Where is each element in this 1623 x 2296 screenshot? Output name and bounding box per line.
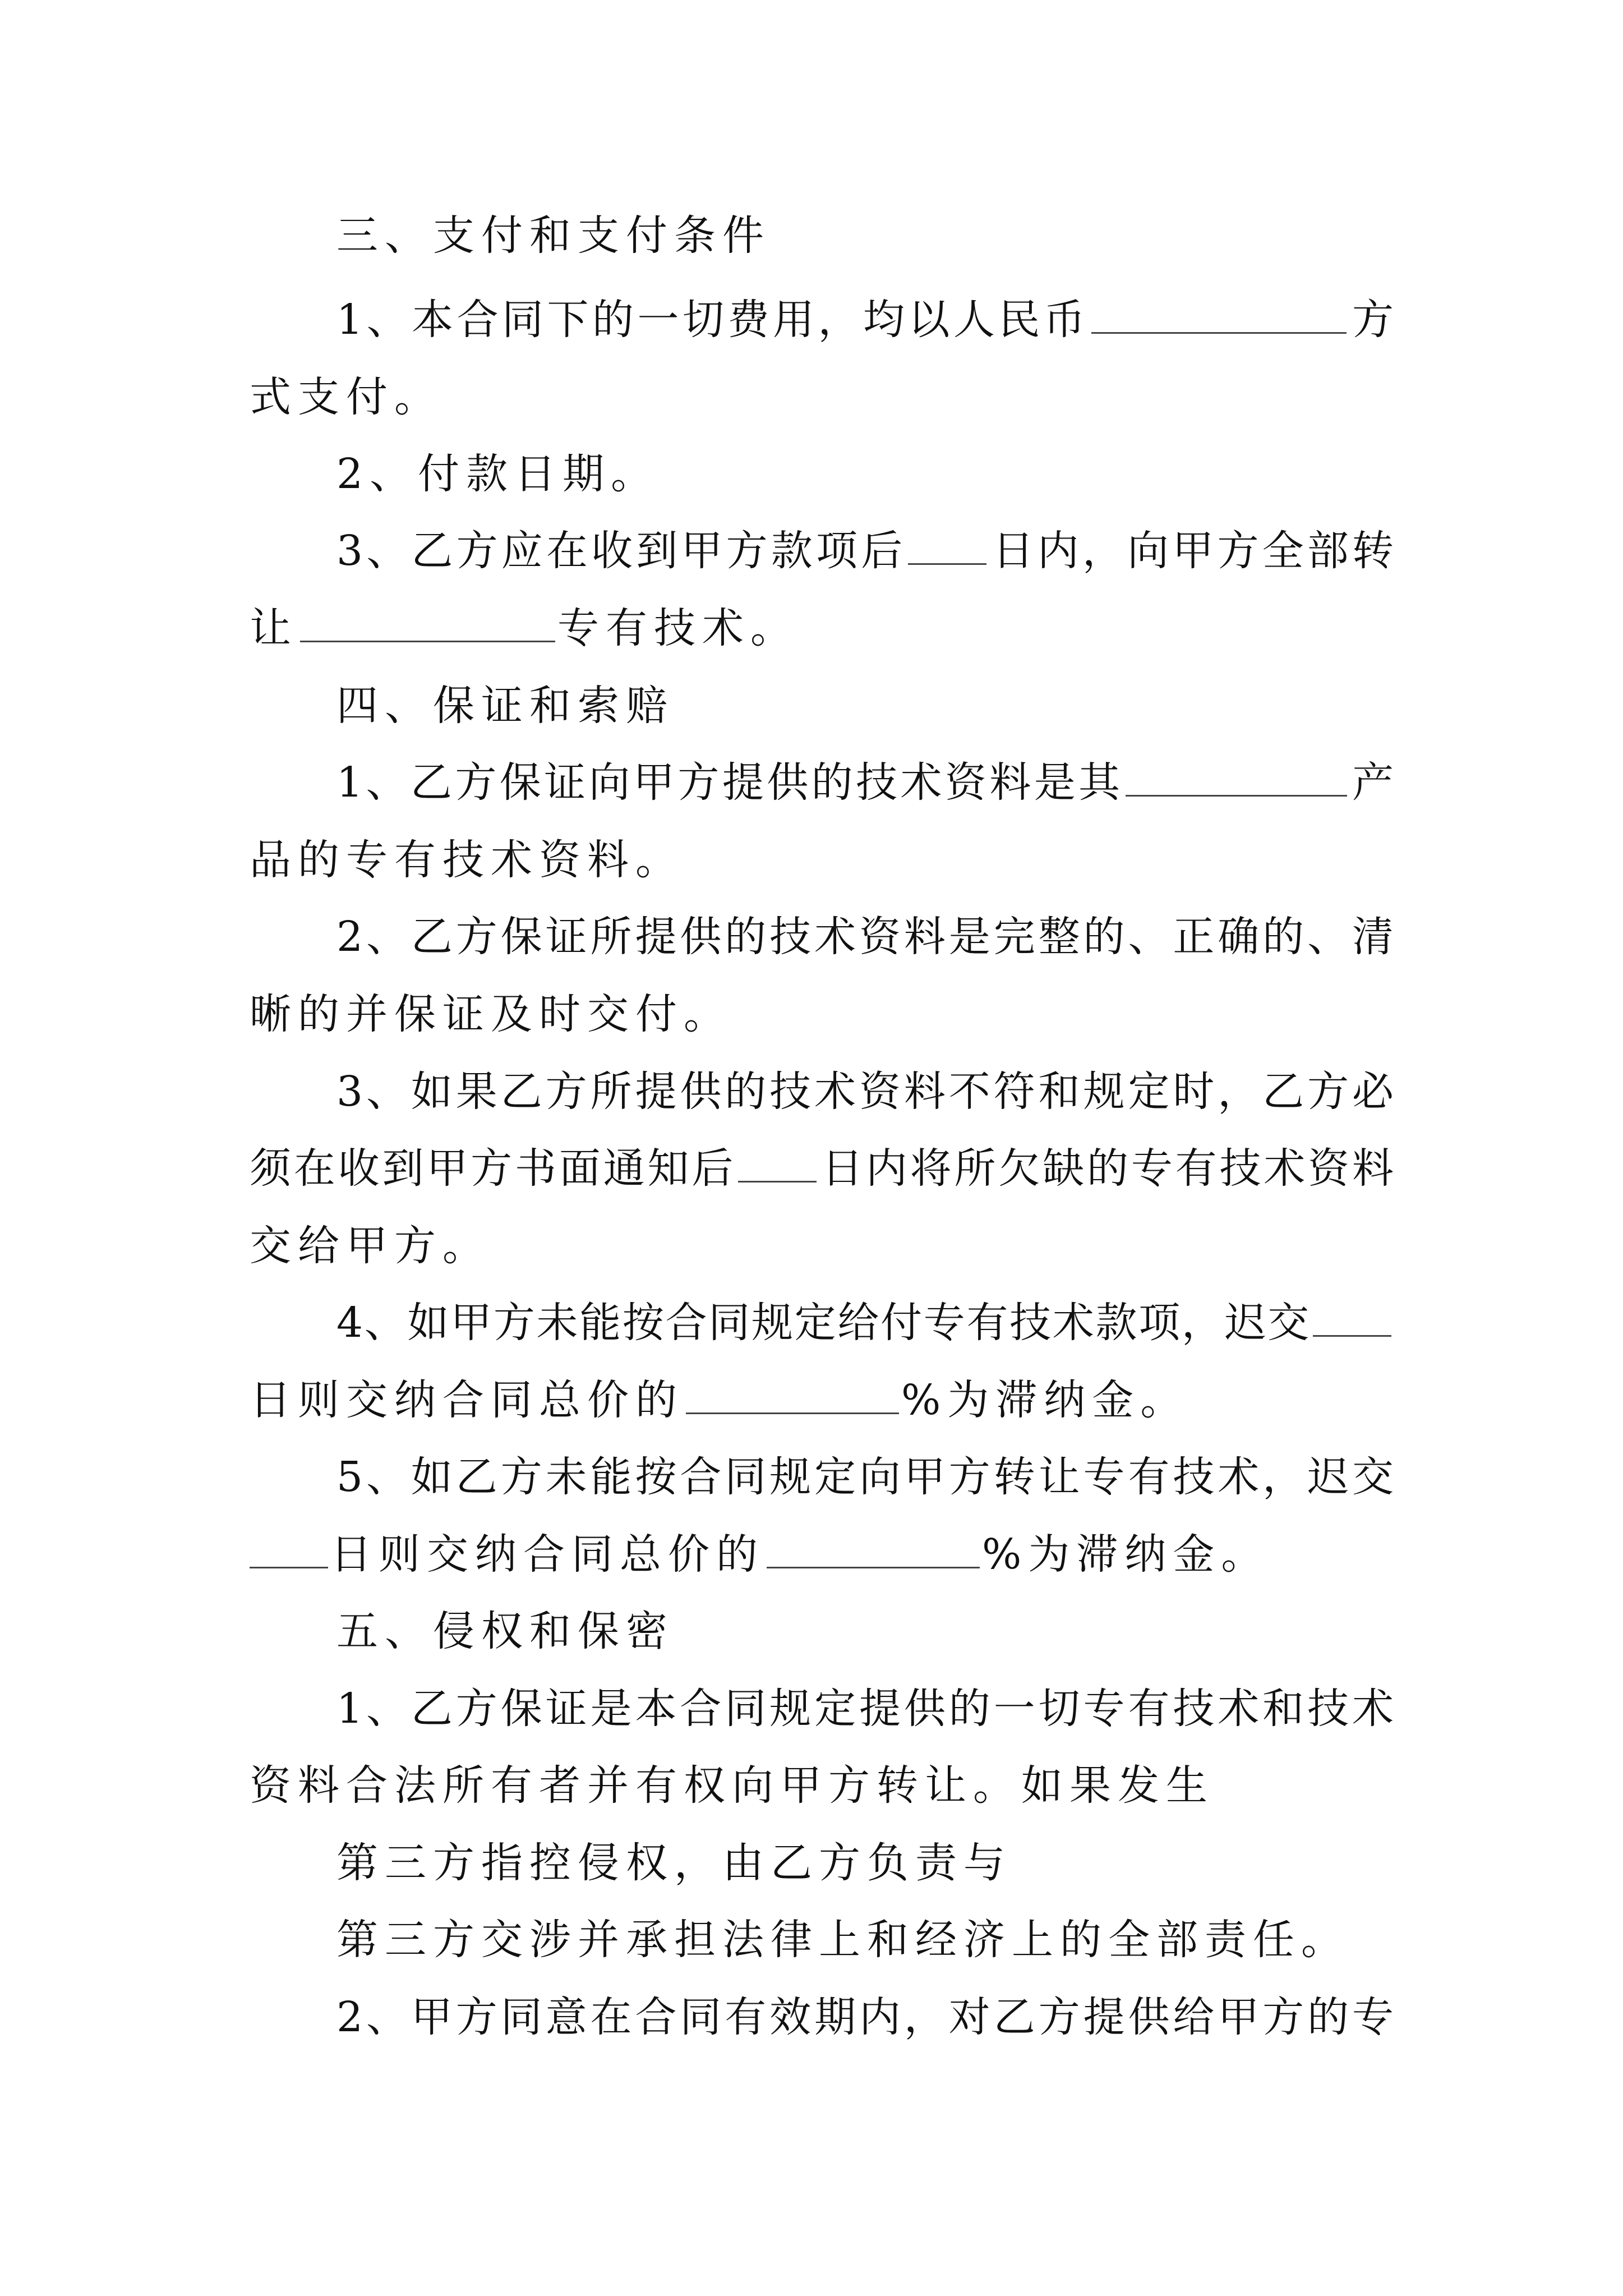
section-5-paragraph-2-line-1 (336, 1989, 1394, 2045)
text: 2、付款日期。 (336, 450, 660, 498)
section-4-paragraph-5-line-1 (336, 1449, 1394, 1505)
text: 晰的并保证及时交付。 (250, 990, 732, 1038)
section-3-paragraph-1-line-2 (250, 369, 1394, 425)
section-4-paragraph-1-line-2 (250, 832, 1394, 888)
text: 日则交纳合同总价的 (250, 1376, 684, 1424)
section-5-paragraph-1-line-1 (336, 1681, 1394, 1737)
fill-in-blank-currency[interactable] (1091, 292, 1347, 334)
text: 5、如乙方未能按合同规定向甲方转让专有技术，迟交 (336, 1453, 1394, 1501)
text: 4、如甲方未能按合同规定给付专有技术款项，迟交 (336, 1299, 1311, 1347)
fill-in-blank-days[interactable] (1313, 1295, 1391, 1337)
section-3-paragraph-1-line-1 (336, 292, 1394, 348)
text: %为滞纳金。 (901, 1376, 1189, 1424)
text: 日内将所欠缺的专有技术资料 (819, 1144, 1394, 1193)
section-5-heading-text: 五、侵权和保密 (336, 1607, 674, 1655)
section-4-paragraph-4-line-1 (336, 1295, 1394, 1351)
text: 1、乙方保证是本合同规定提供的一切专有技术和技术 (336, 1685, 1394, 1733)
section-4-paragraph-1-line-1 (336, 754, 1394, 811)
section-4-paragraph-3-line-1 (336, 1064, 1394, 1120)
section-4-heading (336, 678, 1394, 734)
fill-in-blank-product[interactable] (1126, 754, 1347, 797)
section-4-heading-text: 四、保证和索赔 (336, 682, 674, 730)
text: %为滞纳金。 (982, 1530, 1270, 1579)
text: 第三方交涉并承担法律上和经济上的全部责任。 (336, 1916, 1349, 1964)
fill-in-blank-days[interactable] (250, 1526, 328, 1568)
text: 2、乙方保证所提供的技术资料是完整的、正确的、清 (336, 913, 1394, 961)
fill-in-blank-percent[interactable] (686, 1372, 899, 1414)
text: 方 (1348, 296, 1394, 344)
fill-in-blank-days[interactable] (908, 523, 986, 565)
text: 品的专有技术资料。 (250, 836, 684, 884)
fill-in-blank-technology[interactable] (300, 600, 555, 642)
section-3-heading (336, 208, 1394, 264)
text: 资料合法所有者并有权向甲方转让。如果发生 (250, 1761, 1214, 1810)
text: 1、本合同下的一切费用，均以人民币 (336, 296, 1089, 344)
text: 式支付。 (250, 373, 442, 421)
text: 2、甲方同意在合同有效期内，对乙方提供给甲方的专 (336, 1993, 1394, 2041)
text: 3、乙方应在收到甲方款项后 (336, 527, 906, 575)
fill-in-blank-days[interactable] (738, 1140, 817, 1182)
text: 专有技术。 (557, 604, 799, 652)
section-3-paragraph-3-line-2 (250, 600, 1394, 656)
fill-in-blank-percent[interactable] (767, 1526, 980, 1568)
section-5-paragraph-1-line-2 (250, 1757, 1394, 1814)
section-4-paragraph-4-line-2 (250, 1372, 1394, 1428)
section-5-heading (336, 1603, 1394, 1659)
text: 须在收到甲方书面通知后 (250, 1144, 736, 1193)
section-4-paragraph-3-line-2 (250, 1140, 1394, 1197)
section-4-paragraph-3-line-3 (250, 1218, 1394, 1274)
section-4-paragraph-5-line-2 (250, 1526, 1394, 1582)
section-3-heading-text: 三、支付和支付条件 (336, 211, 771, 260)
text: 日则交纳合同总价的 (330, 1530, 764, 1579)
section-3-paragraph-3-line-1 (336, 523, 1394, 579)
text: 第三方指控侵权，由乙方负责与 (336, 1839, 1012, 1887)
text: 交给甲方。 (250, 1222, 491, 1270)
text: 1、乙方保证向甲方提供的技术资料是其 (336, 758, 1123, 807)
section-5-paragraph-1-line-3 (336, 1835, 1394, 1891)
section-4-paragraph-2-line-2 (250, 986, 1394, 1042)
text: 产 (1349, 758, 1394, 807)
text: 让 (250, 604, 298, 652)
section-4-paragraph-2-line-1 (336, 909, 1394, 965)
section-3-paragraph-2 (336, 446, 1394, 502)
section-5-paragraph-1-line-4 (336, 1912, 1394, 1968)
text: 日内，向甲方全部转 (989, 527, 1394, 575)
text: 3、如果乙方所提供的技术资料不符和规定时，乙方必 (336, 1068, 1394, 1116)
